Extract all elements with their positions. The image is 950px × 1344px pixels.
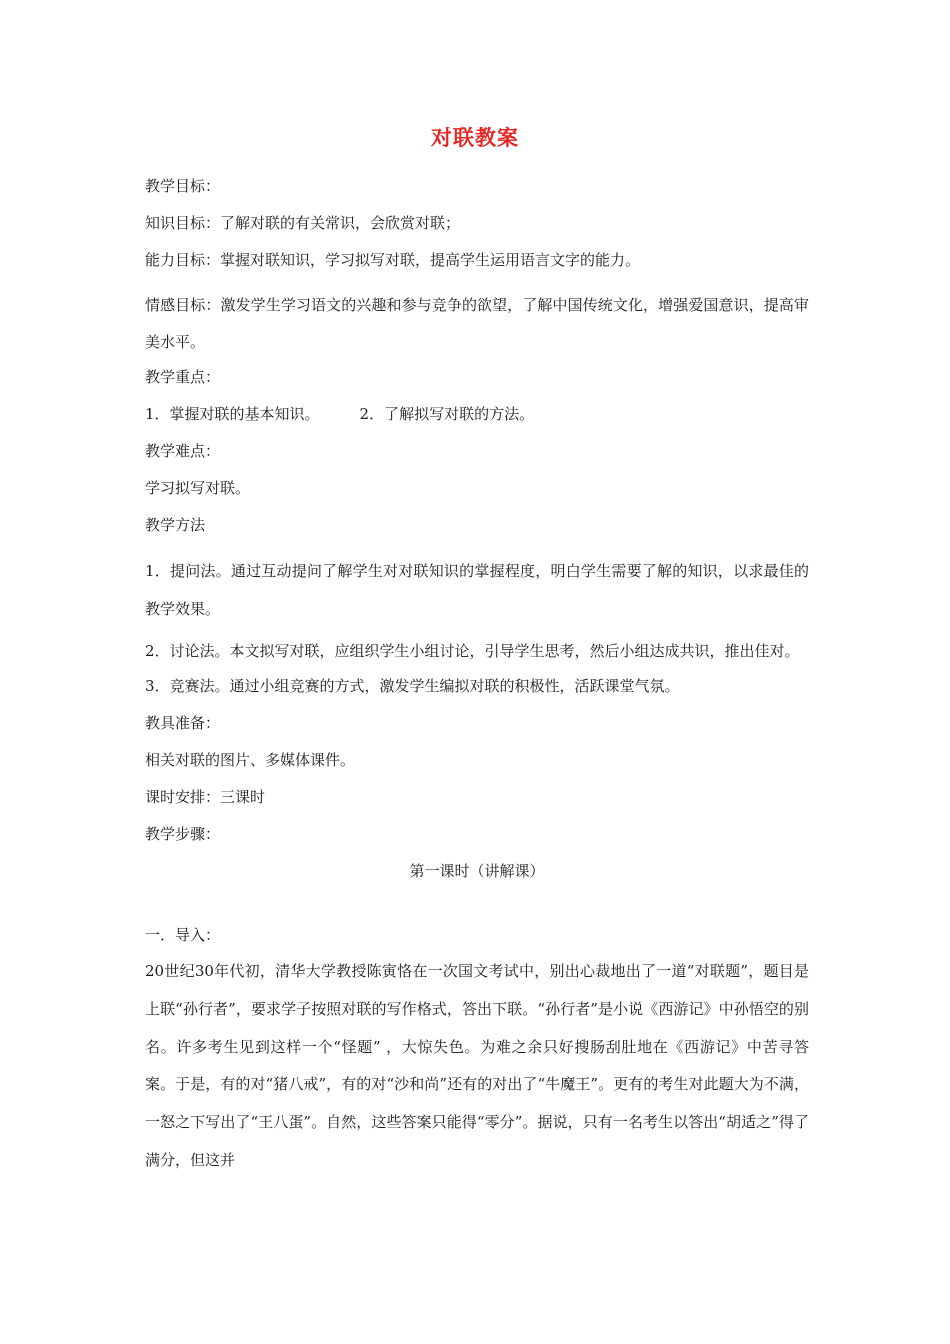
tools-heading: 教具准备： [145, 714, 221, 732]
method-2: 2．讨论法。本文拟写对联，应组织学生小组讨论，引导学生思考，然后小组达成共识，推出佳对。 [145, 642, 800, 660]
method-heading: 教学方法 [145, 516, 206, 534]
lesson-one-heading: 第一课时（讲解课） [409, 862, 545, 880]
focus-item-2: 2．了解拟写对联的方法。 [359, 405, 535, 423]
goal-knowledge: 知识目标：了解对联的有关常识，会欣赏对联； [145, 214, 461, 232]
document-title: 对联教案 [431, 126, 519, 150]
schedule: 课时安排：三课时 [145, 788, 266, 806]
steps-heading: 教学步骤： [145, 825, 221, 843]
method-1: 1．提问法。通过互动提问了解学生对对联知识的掌握程度，明白学生需要了解的知识，以求最佳的教学效果。 [145, 562, 809, 618]
goal-emotion: 情感目标：激发学生学习语文的兴趣和参与竞争的欲望，了解中国传统文化，增强爱国意识，提高审美水平。 [145, 296, 809, 351]
focus-item-1: 1．掌握对联的基本知识。 [145, 405, 320, 423]
goal-ability: 能力目标：掌握对联知识，学习拟写对联，提高学生运用语言文字的能力。 [145, 251, 641, 269]
tools-text: 相关对联的图片、多媒体课件。 [145, 751, 356, 769]
difficulty-text: 学习拟写对联。 [145, 479, 251, 497]
focus-heading: 教学重点： [145, 368, 221, 386]
difficulty-heading: 教学难点： [145, 442, 221, 460]
method-3: 3．竞赛法。通过小组竞赛的方式，激发学生编拟对联的积极性，活跃课堂气氛。 [145, 677, 680, 695]
goals-heading: 教学目标： [145, 177, 221, 195]
document-body [145, 176, 809, 1180]
intro-heading: 一．导入： [145, 926, 221, 944]
intro-text: 20世纪30年代初，清华大学教授陈寅恪在一次国文考试中，别出心裁地出了一道“对联题”，题目是上联“孙行者”，要求学子按照对联的写作格式，答出下联。“孙行者”是小说《西游记》中孙悟空的别名。许多考生见到这样一个“怪题” ，大惊失色。为难之余只好搜肠刮肚地在《西游记》中苦寻答案。于是，有的对“猪八戒”，有的对“沙和尚”还有的对出了“牛魔王”。更有的考生对此题大为不满，一怒之下写出了“王八蛋”。自然，这些答案只能得“零分”。据说，只有一名考生以答出“胡适之”得了满分，但这并 [145, 962, 809, 1169]
focus-items [145, 404, 809, 424]
